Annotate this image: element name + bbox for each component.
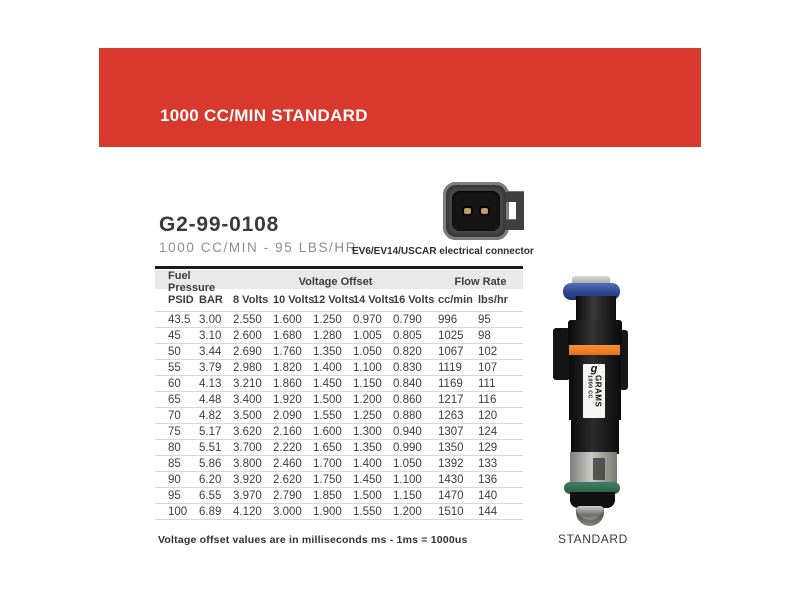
table-group-header (155, 270, 523, 294)
table-cell: 2.220 (273, 441, 302, 454)
injector-image (553, 272, 629, 534)
table-cell: 1.860 (273, 377, 302, 390)
injector-label-brand: GRAMS (593, 375, 603, 408)
table-cell: 129 (478, 441, 498, 454)
table-cell: 136 (478, 473, 498, 486)
table-cell: 90 (168, 473, 181, 486)
table-cell: 1169 (438, 377, 463, 390)
table-cell: 5.17 (199, 425, 222, 438)
table-cell: 1.005 (353, 329, 382, 342)
table-cell: 1.250 (313, 313, 342, 326)
table-cell: 1217 (438, 393, 464, 406)
table-top-border (155, 266, 523, 269)
column-header: BAR (199, 294, 223, 306)
table-cell: 0.820 (393, 345, 422, 358)
injector-label (583, 364, 605, 418)
table-cell: 6.55 (199, 489, 222, 502)
column-header: cc/min (438, 294, 473, 306)
table-cell: 6.89 (199, 505, 222, 518)
table-cell: 3.44 (199, 345, 222, 358)
connector-pin (464, 208, 471, 214)
table-cell: 80 (168, 441, 181, 454)
group-flow-rate: Flow Rate (454, 276, 507, 288)
injector-lower-body (571, 418, 619, 454)
table-cell: 98 (478, 329, 491, 342)
table-cell: 1.700 (313, 457, 342, 470)
table-cell: 1.350 (313, 345, 342, 358)
table-cell: 1.900 (313, 505, 342, 518)
table-cell: 996 (438, 313, 458, 326)
table-cell: 95 (168, 489, 181, 502)
group-fuel-pressure: Fuel Pressure (168, 270, 216, 294)
table-cell: 85 (168, 457, 181, 470)
table-cell: 2.790 (273, 489, 302, 502)
table-cell: 3.970 (233, 489, 262, 502)
table-cell: 43.5 (168, 313, 191, 326)
table-cell: 0.830 (393, 361, 422, 374)
table-row (155, 472, 523, 488)
table-cell: 1.100 (393, 473, 422, 486)
table-cell: 1025 (438, 329, 464, 342)
table-cell: 2.550 (233, 313, 262, 326)
table-cell: 3.00 (199, 313, 222, 326)
table-cell: 1.200 (393, 505, 422, 518)
part-subtitle: 1000 CC/MIN - 95 LBS/HR (159, 240, 358, 255)
group-voltage-offset: Voltage Offset (298, 276, 373, 288)
table-cell: 1.280 (313, 329, 342, 342)
table-cell: 6.20 (199, 473, 222, 486)
table-cell: 1.650 (313, 441, 342, 454)
table-row (155, 344, 523, 360)
injector-label-cc: 1000 CC (586, 375, 593, 399)
banner (99, 48, 701, 147)
table-cell: 1067 (438, 345, 464, 358)
table-cell: 3.000 (273, 505, 302, 518)
table-cell: 102 (478, 345, 498, 358)
table-cell: 1307 (438, 425, 464, 438)
table-cell: 1.920 (273, 393, 302, 406)
table-cell: 0.990 (393, 441, 422, 454)
table-cell: 65 (168, 393, 181, 406)
connector-body (443, 182, 509, 240)
table-cell: 1392 (438, 457, 464, 470)
table-cell: 1.550 (313, 409, 342, 422)
table-cell: 1.400 (313, 361, 342, 374)
column-header: 16 Volts (393, 294, 435, 306)
connector-icon (443, 182, 525, 240)
table-cell: 1.450 (313, 377, 342, 390)
table-cell: 3.10 (199, 329, 222, 342)
table-cell: 1.050 (353, 345, 382, 358)
injector-serial-mark (593, 458, 605, 480)
table-cell: 2.600 (233, 329, 262, 342)
table-cell: 45 (168, 329, 181, 342)
table-cell: 1.500 (353, 489, 382, 502)
injector-caption: STANDARD (558, 532, 628, 546)
table-cell: 3.79 (199, 361, 222, 374)
table-cell: 0.805 (393, 329, 422, 342)
table-cell: 3.210 (233, 377, 262, 390)
table-cell: 1.400 (353, 457, 382, 470)
table-cell: 1470 (438, 489, 464, 502)
table-cell: 1.500 (313, 393, 342, 406)
table-cell: 2.090 (273, 409, 302, 422)
column-header: 10 Volts (273, 294, 315, 306)
table-cell: 4.13 (199, 377, 222, 390)
table-cell: 1.050 (393, 457, 422, 470)
table-row (155, 360, 523, 376)
table-cell: 0.940 (393, 425, 422, 438)
table-cell: 1.750 (313, 473, 342, 486)
column-header: 12 Volts (313, 294, 355, 306)
table-cell: 1.600 (313, 425, 342, 438)
table-cell: 2.460 (273, 457, 302, 470)
grams-logo-icon: g (590, 364, 598, 375)
table-row (155, 424, 523, 440)
table-cell: 0.880 (393, 409, 422, 422)
table-cell: 3.700 (233, 441, 262, 454)
table-body (155, 312, 523, 520)
table-cell: 0.860 (393, 393, 422, 406)
table-cell: 0.970 (353, 313, 382, 326)
table-row (155, 488, 523, 504)
table-cell: 2.980 (233, 361, 262, 374)
table-cell: 1430 (438, 473, 464, 486)
table-cell: 1.850 (313, 489, 342, 502)
table-cell: 1.550 (353, 505, 382, 518)
table-cell: 1.680 (273, 329, 302, 342)
table-cell: 2.690 (233, 345, 262, 358)
injector-nozzle-tip (576, 506, 604, 526)
connector-socket (452, 191, 500, 231)
table-row (155, 408, 523, 424)
table-cell: 100 (168, 505, 188, 518)
table-cell: 3.800 (233, 457, 262, 470)
table-cell: 60 (168, 377, 181, 390)
column-header: 14 Volts (353, 294, 395, 306)
table-cell: 111 (478, 377, 496, 390)
connector-caption: EV6/EV14/USCAR electrical connector (352, 246, 534, 257)
table-footnote: Voltage offset values are in milliseconds ms - 1ms = 1000us (158, 534, 468, 546)
table-cell: 2.620 (273, 473, 302, 486)
table-cell: 1.820 (273, 361, 302, 374)
table-cell: 3.920 (233, 473, 262, 486)
table-cell: 4.48 (199, 393, 222, 406)
table-cell: 133 (478, 457, 498, 470)
table-cell: 1.150 (393, 489, 422, 502)
table-cell: 1510 (438, 505, 464, 518)
table-cell: 3.400 (233, 393, 262, 406)
table-cell: 1.760 (273, 345, 302, 358)
table-cell: 1.450 (353, 473, 382, 486)
column-header: PSID (168, 294, 194, 306)
table-cell: 1.300 (353, 425, 382, 438)
table-cell: 1.250 (353, 409, 382, 422)
column-header: 8 Volts (233, 294, 269, 306)
table-cell: 0.790 (393, 313, 422, 326)
table-cell: 1.600 (273, 313, 302, 326)
table-cell: 1.350 (353, 441, 382, 454)
table-cell: 70 (168, 409, 181, 422)
table-cell: 3.500 (233, 409, 262, 422)
table-row (155, 376, 523, 392)
table-row (155, 392, 523, 408)
table-cell: 1263 (438, 409, 464, 422)
flow-rate-table (155, 270, 523, 520)
table-cell: 5.86 (199, 457, 222, 470)
banner-title: 1000 CC/MIN STANDARD (160, 106, 368, 125)
table-cell: 140 (478, 489, 498, 502)
part-number: G2-99-0108 (159, 213, 280, 236)
table-row (155, 504, 523, 520)
table-cell: 4.120 (233, 505, 262, 518)
connector-latch (516, 191, 524, 230)
table-cell: 5.51 (199, 441, 222, 454)
table-row (155, 440, 523, 456)
table-cell: 1119 (438, 361, 462, 374)
table-cell: 0.840 (393, 377, 422, 390)
table-cell: 116 (478, 393, 497, 406)
table-cell: 3.620 (233, 425, 262, 438)
table-cell: 95 (478, 313, 491, 326)
connector-pin (481, 208, 488, 214)
table-row (155, 312, 523, 328)
table-cell: 1350 (438, 441, 464, 454)
table-row (155, 328, 523, 344)
table-cell: 50 (168, 345, 181, 358)
column-header: lbs/hr (478, 294, 508, 306)
table-cell: 107 (478, 361, 498, 374)
table-row (155, 456, 523, 472)
table-cell: 4.82 (199, 409, 222, 422)
table-cell: 1.150 (353, 377, 382, 390)
table-cell: 1.100 (353, 361, 382, 374)
table-cell: 144 (478, 505, 498, 518)
table-cell: 1.200 (353, 393, 382, 406)
table-cell: 75 (168, 425, 181, 438)
table-cell: 55 (168, 361, 181, 374)
table-cell: 2.160 (273, 425, 302, 438)
table-cell: 120 (478, 409, 498, 422)
table-cell: 124 (478, 425, 498, 438)
